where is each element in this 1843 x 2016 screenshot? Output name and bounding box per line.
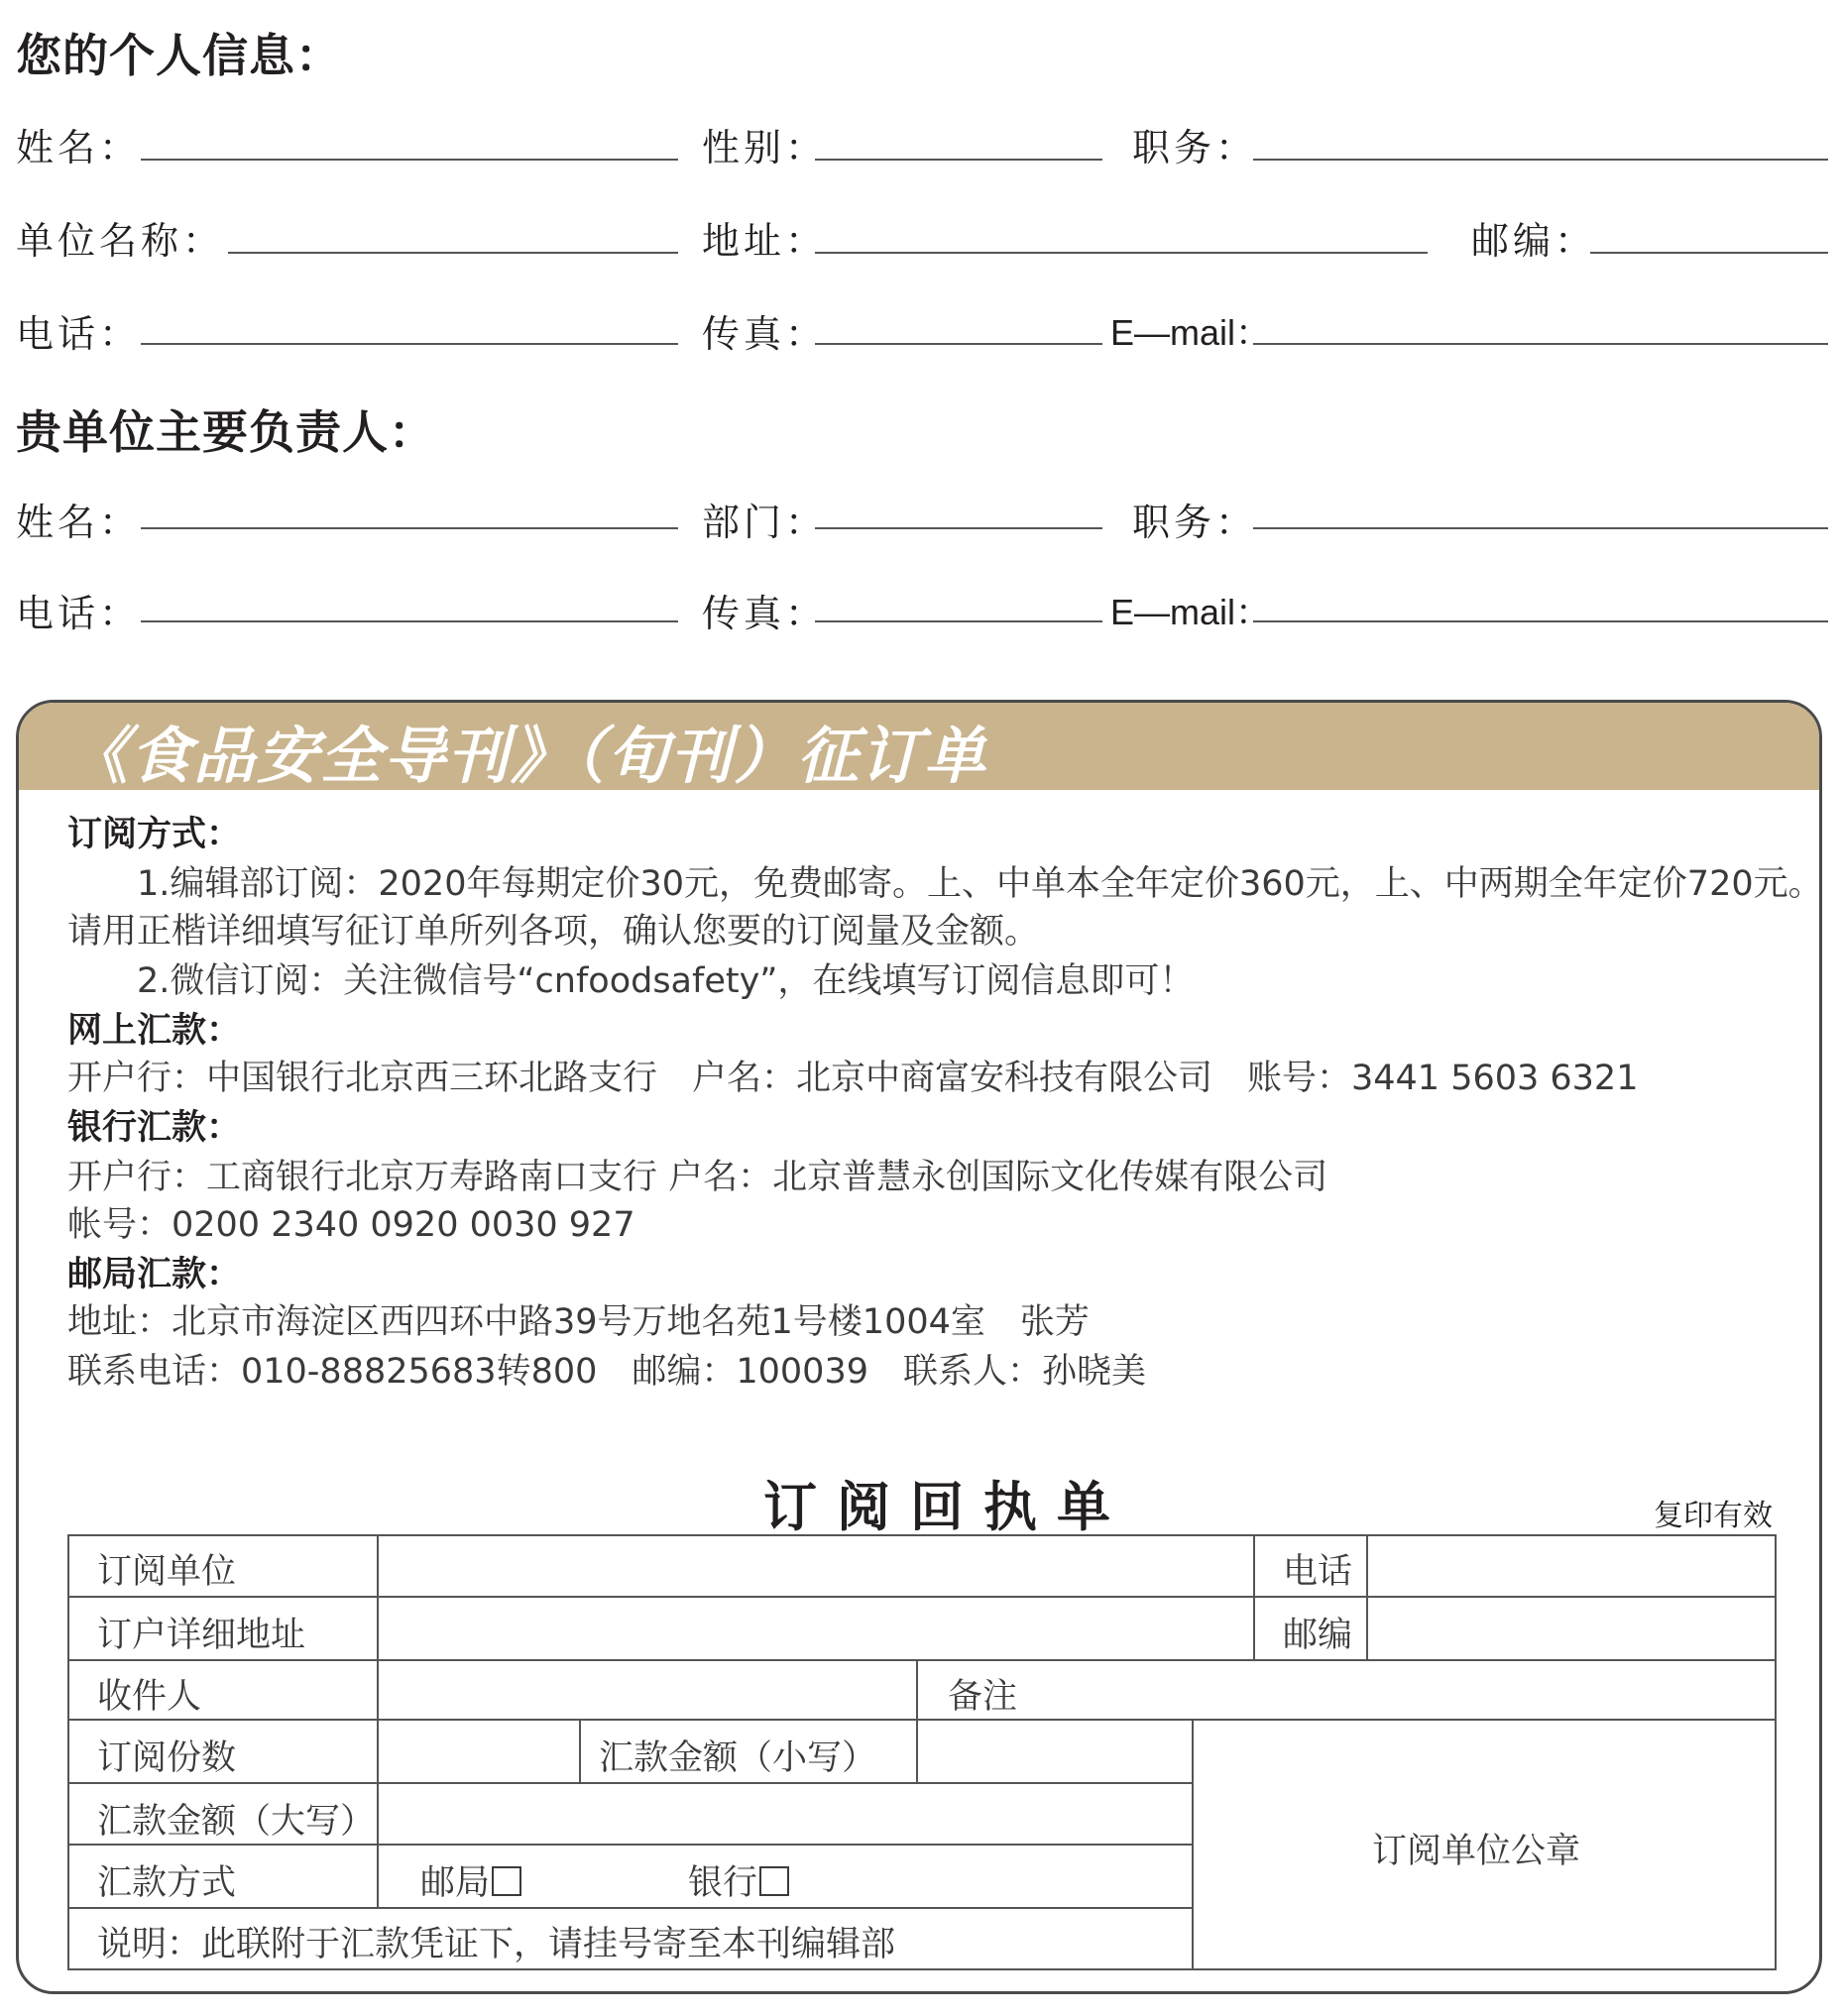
- receipt-phone-label: 电话: [1283, 1552, 1353, 1592]
- method-1b: 请用正楷详细填写征订单所列各项，确认您要的订阅量及金额。: [67, 912, 1040, 952]
- position-label: 职务：: [1132, 126, 1258, 169]
- zip-label: 邮编：: [1471, 219, 1597, 263]
- amount-big-input[interactable]: [385, 1788, 1186, 1840]
- post-checkbox[interactable]: [492, 1866, 521, 1896]
- name-label: 姓名：: [16, 126, 142, 169]
- post-address: 地址：北京市海淀区西四环中路39号万地名苑1号楼1004室 张芳: [67, 1302, 1090, 1342]
- leader-dept-field[interactable]: [815, 527, 1102, 529]
- address-detail-label: 订户详细地址: [97, 1616, 306, 1655]
- bank-account: 帐号：0200 2340 0920 0030 927: [67, 1205, 635, 1245]
- receipt-zip-input[interactable]: [1374, 1602, 1767, 1655]
- col-divider: [1192, 1719, 1194, 1968]
- company-field[interactable]: [228, 252, 678, 254]
- bank-line: 开户行：工商银行北京万寿路南口支行 户名：北京普慧永创国际文化传媒有限公司: [67, 1158, 1328, 1197]
- row-divider: [67, 1907, 1192, 1909]
- col-divider: [377, 1534, 379, 1907]
- method-heading: 订阅方式：: [67, 815, 242, 854]
- unit-input[interactable]: [408, 1538, 1241, 1592]
- col-divider: [916, 1659, 918, 1782]
- receipt-table: [67, 1534, 1777, 1970]
- recipient-input[interactable]: [408, 1663, 904, 1715]
- leader-email-label: E—mail：: [1110, 592, 1272, 632]
- leader-title: 贵单位主要负责人：: [16, 405, 435, 459]
- subscription-header: [19, 703, 1819, 790]
- leader-name-field[interactable]: [141, 527, 678, 529]
- table-border-left: [67, 1534, 69, 1970]
- leader-name-label: 姓名：: [16, 501, 142, 544]
- row-divider: [67, 1596, 1777, 1598]
- receipt-note: 说明：此联附于汇款凭证下，请挂号寄至本刊编辑部: [97, 1925, 896, 1964]
- table-border-right: [1775, 1534, 1777, 1970]
- option-post[interactable]: [420, 1855, 521, 1905]
- pay-method-label: 汇款方式: [97, 1863, 237, 1903]
- email-field[interactable]: [1253, 343, 1828, 345]
- leader-email-field[interactable]: [1253, 620, 1828, 622]
- option-bank-label: 银行: [688, 1863, 758, 1903]
- phone-field[interactable]: [141, 343, 678, 345]
- bank-heading: 银行汇款：: [67, 1108, 242, 1148]
- row-divider: [67, 1659, 1777, 1661]
- position-field[interactable]: [1253, 159, 1828, 161]
- row-divider: [67, 1844, 1192, 1846]
- receipt-zip-label: 邮编: [1283, 1616, 1353, 1655]
- post-heading: 邮局汇款：: [67, 1255, 242, 1294]
- method-1: 1.编辑部订阅：2020年每期定价30元，免费邮寄。上、中单本全年定价360元，上、中两期全年定价720元。: [137, 864, 1823, 904]
- table-border-top: [67, 1534, 1777, 1536]
- col-divider: [1366, 1534, 1368, 1659]
- subscription-title: 《食品安全导刊》（旬刊）征订单: [66, 720, 988, 792]
- leader-phone-field[interactable]: [141, 620, 678, 622]
- receipt-title: 订阅回执单: [763, 1475, 1130, 1538]
- personal-info-title: 您的个人信息：: [16, 29, 342, 82]
- gender-field[interactable]: [815, 159, 1102, 161]
- copies-input[interactable]: [385, 1725, 573, 1778]
- receipt-phone-input[interactable]: [1374, 1538, 1767, 1592]
- address-detail-input[interactable]: [408, 1602, 1241, 1655]
- amount-big-label: 汇款金额（大写）: [97, 1802, 376, 1842]
- method-2: 2.微信订阅：关注微信号“cnfoodsafety”，在线填写订阅信息即可！: [137, 961, 1195, 1001]
- amount-small-label: 汇款金额（小写）: [599, 1738, 877, 1778]
- email-label: E—mail：: [1110, 312, 1272, 353]
- fax-field[interactable]: [815, 343, 1102, 345]
- leader-fax-field[interactable]: [815, 620, 1102, 622]
- leader-phone-label: 电话：: [16, 592, 142, 635]
- copies-label: 订阅份数: [97, 1738, 237, 1778]
- post-contact: 联系电话：010-88825683转800 邮编：100039 联系人：孙晓美: [67, 1352, 1146, 1392]
- amount-small-input[interactable]: [924, 1725, 1186, 1778]
- recipient-label: 收件人: [97, 1677, 202, 1717]
- gender-label: 性别：: [702, 126, 828, 169]
- col-divider: [579, 1719, 581, 1782]
- unit-label: 订阅单位: [97, 1552, 237, 1592]
- company-label: 单位名称：: [16, 219, 225, 263]
- table-border-bottom: [67, 1968, 1777, 1970]
- remark-label: 备注: [948, 1677, 1018, 1717]
- option-bank[interactable]: [688, 1855, 789, 1905]
- name-field[interactable]: [141, 159, 678, 161]
- address-field[interactable]: [815, 252, 1428, 254]
- leader-fax-label: 传真：: [702, 592, 828, 635]
- online-line: 开户行：中国银行北京西三环北路支行 户名：北京中商富安科技有限公司 账号：3441 5603 6321: [67, 1059, 1639, 1098]
- leader-dept-label: 部门：: [702, 501, 828, 544]
- leader-position-field[interactable]: [1253, 527, 1828, 529]
- phone-label: 电话：: [16, 312, 142, 356]
- fax-label: 传真：: [702, 312, 828, 356]
- row-divider: [67, 1782, 1192, 1784]
- option-post-label: 邮局: [420, 1863, 491, 1903]
- address-label: 地址：: [702, 219, 828, 263]
- zip-field[interactable]: [1590, 252, 1828, 254]
- seal-label: 订阅单位公章: [1372, 1832, 1581, 1871]
- leader-position-label: 职务：: [1132, 501, 1258, 544]
- bank-checkbox[interactable]: [759, 1866, 789, 1896]
- online-heading: 网上汇款：: [67, 1011, 242, 1051]
- col-divider: [1253, 1534, 1255, 1659]
- copy-note: 复印有效: [1654, 1499, 1773, 1533]
- row-divider: [67, 1719, 1777, 1721]
